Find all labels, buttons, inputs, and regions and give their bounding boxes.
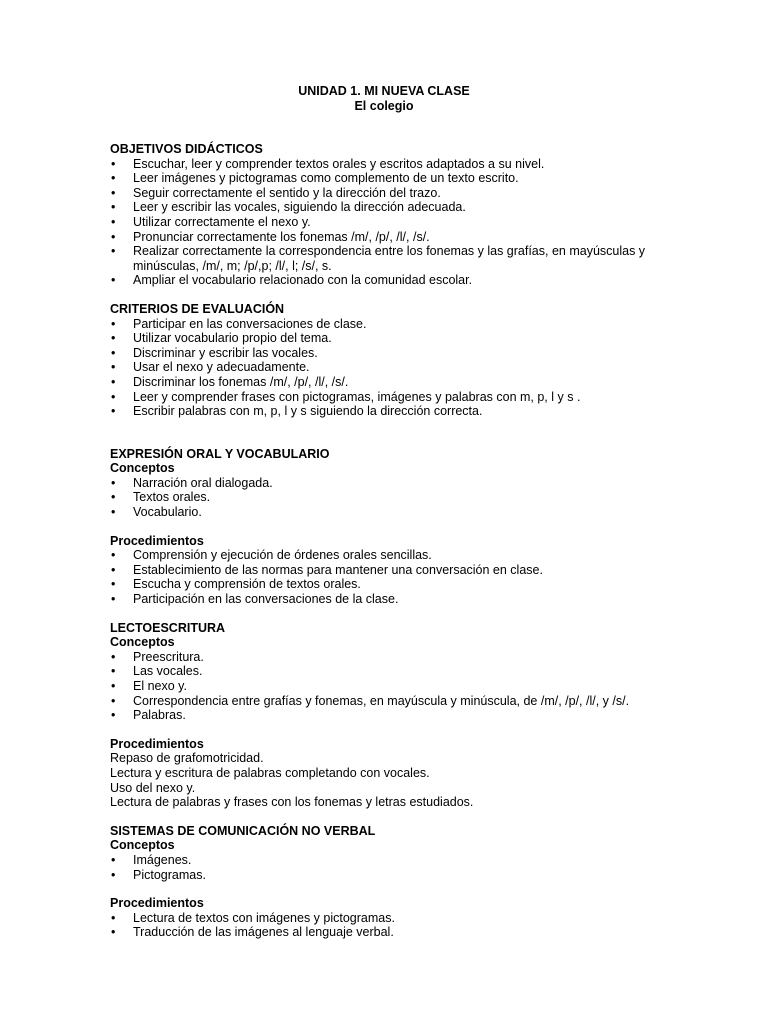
list-item: • Leer imágenes y pictogramas como complemento de un texto escrito.	[110, 171, 670, 186]
subsection-heading: Conceptos	[110, 838, 175, 853]
subsection-heading: Conceptos	[110, 635, 175, 650]
list-item: • Participación en las conversaciones de la clase.	[110, 592, 670, 607]
list-item: • Discriminar y escribir las vocales.	[110, 346, 670, 361]
lectoescritura-conceptos-list	[110, 650, 670, 723]
section-heading: SISTEMAS DE COMUNICACIÓN NO VERBAL	[110, 823, 376, 838]
list-item: • Escribir palabras con m, p, l y s siguiendo la dirección correcta.	[110, 404, 670, 419]
list-item: • Lectura de textos con imágenes y pictogramas.	[110, 911, 670, 926]
list-item: • Vocabulario.	[110, 505, 670, 520]
sistemas-procedimientos-list	[110, 911, 670, 940]
list-item: • Establecimiento de las normas para mantener una conversación en clase.	[110, 563, 670, 578]
list-item: • El nexo y.	[110, 679, 670, 694]
expresion-conceptos-list	[110, 476, 670, 520]
lectoescritura-procedimientos	[110, 751, 670, 809]
section-objetivos	[110, 142, 670, 288]
list-item: • Narración oral dialogada.	[110, 476, 670, 491]
list-item: • Utilizar correctamente el nexo y.	[110, 215, 670, 230]
paragraph-line: Lectura y escritura de palabras completando con vocales.	[110, 765, 430, 780]
list-item: • Usar el nexo y adecuadamente.	[110, 360, 670, 375]
paragraph-line: Lectura de palabras y frases con los fonemas y letras estudiados.	[110, 795, 474, 810]
objetivos-list	[110, 157, 670, 288]
section-lectoescritura	[110, 621, 670, 810]
list-item: • Pronunciar correctamente los fonemas /m/, /p/, /l/, /s/.	[110, 230, 670, 245]
section-heading: EXPRESIÓN ORAL Y VOCABULARIO	[110, 446, 330, 461]
list-item: • Leer y comprender frases con pictogramas, imágenes y palabras con m, p, l y s .	[110, 390, 670, 405]
expresion-procedimientos-list	[110, 548, 670, 606]
list-item: • Palabras.	[110, 708, 670, 723]
criterios-list	[110, 317, 670, 419]
sistemas-conceptos-list	[110, 853, 670, 882]
list-item: • Preescritura.	[110, 650, 670, 665]
document-page	[110, 84, 670, 940]
paragraph-line: Repaso de grafomotricidad.	[110, 751, 264, 766]
list-item: • Las vocales.	[110, 664, 670, 679]
subsection-heading: Conceptos	[110, 461, 175, 476]
list-item: • Leer y escribir las vocales, siguiendo la dirección adecuada.	[110, 200, 670, 215]
list-item: • Textos orales.	[110, 490, 670, 505]
document-subtitle: El colegio	[354, 99, 414, 113]
list-item: • Traducción de las imágenes al lenguaje verbal.	[110, 925, 670, 940]
list-item: • Utilizar vocabulario propio del tema.	[110, 331, 670, 346]
list-item: • Imágenes.	[110, 853, 670, 868]
document-title: UNIDAD 1. MI NUEVA CLASE	[298, 84, 470, 98]
list-item: • Comprensión y ejecución de órdenes orales sencillas.	[110, 548, 670, 563]
section-sistemas	[110, 824, 670, 940]
subsection-heading: Procedimientos	[110, 533, 204, 548]
list-item: • Pictogramas.	[110, 868, 670, 883]
section-heading: CRITERIOS DE EVALUACIÓN	[110, 301, 285, 316]
list-item: • Correspondencia entre grafías y fonemas, en mayúscula y minúscula, de /m/, /p/, /l/, y /s/.	[110, 694, 670, 709]
subsection-heading: Procedimientos	[110, 736, 204, 751]
list-item: • Discriminar los fonemas /m/, /p/, /l/, /s/.	[110, 375, 670, 390]
list-item: • Ampliar el vocabulario relacionado con la comunidad escolar.	[110, 273, 670, 288]
list-item: • Realizar correctamente la correspondencia entre los fonemas y las grafías, en mayúsculas y minúsculas, /m/, m; /p/,p; /l/, l; /s/, s.	[110, 244, 670, 273]
paragraph-line: Uso del nexo y.	[110, 780, 196, 795]
section-heading: OBJETIVOS DIDÁCTICOS	[110, 142, 263, 156]
section-expresion	[110, 447, 670, 607]
title-block	[110, 84, 658, 114]
list-item: • Participar en las conversaciones de clase.	[110, 317, 670, 332]
section-criterios	[110, 302, 670, 419]
list-item: • Seguir correctamente el sentido y la dirección del trazo.	[110, 186, 670, 201]
subsection-heading: Procedimientos	[110, 896, 204, 911]
list-item: • Escuchar, leer y comprender textos orales y escritos adaptados a su nivel.	[110, 157, 670, 172]
list-item: • Escucha y comprensión de textos orales.	[110, 577, 670, 592]
section-heading: LECTOESCRITURA	[110, 620, 226, 635]
